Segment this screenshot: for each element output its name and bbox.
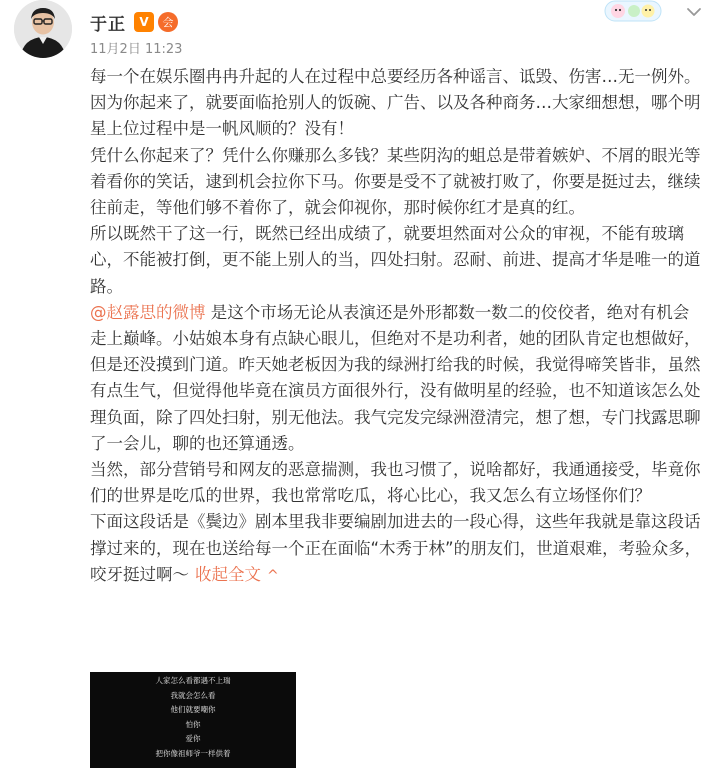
video-caption-line: 我就会怎么看 (170, 691, 216, 700)
chevron-down-icon[interactable] (684, 2, 704, 22)
avatar[interactable] (14, 0, 72, 58)
paragraph-1: 每一个在娱乐圈冉冉升起的人在过程中总要经历各种谣言、诋毁、伤害…无一例外。 (90, 67, 701, 86)
member-icon[interactable]: 会 (158, 12, 178, 32)
paragraph-5-text: 是这个市场无论从表演还是外形都数一数二的佼佼者，绝对有机会走上巅峰。小姑娘本身有点缺心眼儿，但绝对不是功利者，她的团队肯定也想做好，但是还没摸到门道。昨天她老板因为我的绿洲打给我的时候，我觉得啼笑皆非，虽然有点生气，但觉得他毕竟在演员方面很外行，没有做明星的经验，也不知道该怎么处理负面，除了四处扫射，别无他法。我气完发完绿洲澄清完，想了想，专门找露思聊了一会儿，聊的也还算通透。 (90, 302, 701, 453)
collapse-button[interactable]: 收起全文 (195, 564, 261, 584)
post-header (90, 6, 178, 38)
sticker-icon (604, 0, 662, 22)
paragraph-6: 当然，部分营销号和网友的恶意揣测，我也习惯了，说啥都好，我通通接受，毕竟你们的世界是吃瓜的世界，我也常常吃瓜，将心比心，我又怎么有立场怪你们？ (90, 460, 701, 506)
video-thumbnail[interactable] (90, 672, 296, 768)
paragraph-5 (90, 300, 702, 457)
chevron-up-icon[interactable]: ^ (267, 567, 279, 584)
paragraph-4: 所以既然干了这一行，既然已经出成绩了，就要坦然面对公众的审视，不能有玻璃心，不能被打倒，更不能上别人的当，四处扫射。忍耐、前进、提高才华是唯一的道路。 (90, 224, 701, 296)
paragraph-7-text: 下面这段话是《鬓边》剧本里我非要编剧加进去的一段心得，这些年我就是靠这段话撑过来的，现在也送给每一个正在面临“木秀于林”的朋友们，世道艰难，考验众多，咬牙挺过啊～ (90, 512, 702, 584)
video-caption-line: 他们就要嘲你 (170, 705, 216, 714)
paragraph-2: 因为你起来了，就要面临抢别人的饭碗、广告、以及各种商务…大家细想想，哪个明星上位过程中是一帆风顺的？没有！ (90, 93, 701, 139)
paragraph-7 (90, 509, 702, 589)
username[interactable]: 于正 (90, 14, 126, 35)
post-time[interactable]: 11月2日 11:23 (90, 42, 183, 57)
video-caption-line: 怕你 (185, 720, 201, 729)
video-caption-line: 把你像祖师爷一样供着 (155, 749, 231, 758)
post-content (90, 64, 702, 589)
paragraph-3: 凭什么你起来了？凭什么你赚那么多钱？某些阴沟的蛆总是带着嫉妒、不屑的眼光等着看你的笑话，逮到机会拉你下马。你要是受不了就被打败了，你要是挺过去，继续往前走，等他们够不着你了，就会仰视你，那时候你红才是真的红。 (90, 145, 701, 218)
mention-link[interactable]: @赵露思的微博 (90, 302, 206, 322)
video-caption-line: 爱你 (185, 734, 201, 743)
video-caption-line: 人家怎么看都遇不上瑞 (155, 676, 231, 685)
vip-icon[interactable]: V (134, 12, 154, 32)
